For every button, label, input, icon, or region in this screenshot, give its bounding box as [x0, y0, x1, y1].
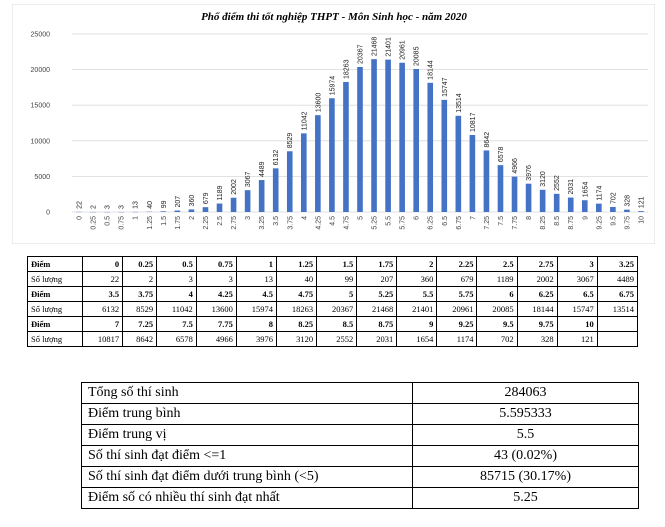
table-cell: 4	[157, 287, 197, 302]
x-tick-label: 4.75	[343, 216, 351, 230]
row-label: Số lượng	[28, 332, 83, 347]
data-label: 11042	[301, 111, 309, 131]
x-tick-label: 8	[526, 216, 534, 220]
stat-row	[82, 488, 639, 509]
table-cell	[597, 332, 637, 347]
table-cell: 6	[477, 287, 517, 302]
bar	[175, 211, 181, 212]
data-label: 6132	[273, 149, 281, 166]
x-tick-label: 4.5	[329, 216, 337, 226]
data-label: 18263	[343, 59, 351, 79]
table-cell: 15974	[236, 302, 276, 317]
table-cell: 8.75	[357, 317, 397, 332]
x-tick-label: 9	[582, 216, 590, 220]
x-tick-label: 0	[76, 216, 84, 220]
data-label: 1189	[217, 185, 225, 201]
table-cell: 1.5	[317, 257, 357, 272]
x-tick-label: 5.5	[385, 216, 393, 226]
bar	[203, 207, 209, 212]
x-tick-label: 5	[357, 216, 365, 220]
x-tick-label: 8.25	[540, 216, 548, 230]
table-cell: 2.25	[437, 257, 477, 272]
table-cell: 3.5	[83, 287, 123, 302]
data-label: 3	[104, 205, 112, 209]
data-label: 8529	[287, 132, 295, 149]
stat-label: Điểm trung bình	[82, 404, 413, 425]
x-tick-label: 1	[132, 216, 140, 220]
data-label: 10817	[469, 112, 477, 132]
bar	[596, 204, 602, 212]
row-label: Điểm	[28, 257, 83, 272]
x-tick-label: 9.75	[624, 216, 632, 230]
x-tick-label: 2.5	[217, 216, 225, 226]
table-cell: 3067	[557, 272, 597, 287]
table-cell: 10817	[83, 332, 123, 347]
data-label: 2552	[554, 175, 562, 191]
data-label: 702	[610, 192, 618, 205]
count-row	[28, 302, 638, 317]
data-label: 18144	[427, 60, 435, 80]
table-cell: 99	[317, 272, 357, 287]
table-cell: 20961	[437, 302, 477, 317]
data-label: 15974	[329, 75, 337, 96]
table-cell: 0.75	[196, 257, 236, 272]
table-cell: 21468	[357, 302, 397, 317]
table-cell: 5.25	[357, 287, 397, 302]
table-cell: 7.5	[157, 317, 197, 332]
table-cell: 13514	[597, 302, 637, 317]
table-cell: 0.25	[123, 257, 157, 272]
table-cell: 2.5	[477, 257, 517, 272]
bar	[427, 83, 433, 212]
table-cell: 4.5	[236, 287, 276, 302]
table-cell: 9.75	[517, 317, 557, 332]
stat-label: Tổng số thí sinh	[82, 383, 413, 404]
table-cell: 13600	[196, 302, 236, 317]
table-cell: 1	[236, 257, 276, 272]
data-label: 40	[146, 200, 154, 209]
table-cell: 2552	[317, 332, 357, 347]
data-label: 3976	[526, 165, 534, 181]
bar	[217, 204, 223, 212]
x-tick-label: 1.75	[174, 216, 182, 230]
x-tick-label: 0.5	[104, 216, 112, 226]
bar	[357, 67, 363, 212]
bar	[470, 135, 476, 212]
data-label: 2	[90, 205, 98, 209]
table-cell: 0.5	[157, 257, 197, 272]
bar	[441, 100, 447, 212]
bar	[343, 82, 349, 212]
table-cell: 11042	[157, 302, 197, 317]
table-cell: 121	[557, 332, 597, 347]
table-cell: 15747	[557, 302, 597, 317]
x-tick-label: 1.5	[160, 216, 168, 226]
table-cell: 2.75	[517, 257, 557, 272]
table-cell: 8.25	[277, 317, 317, 332]
bar	[231, 198, 237, 212]
table-cell	[597, 317, 637, 332]
data-label: 2031	[568, 178, 576, 195]
x-tick-label: 2	[188, 216, 196, 220]
x-tick-label: 4.25	[315, 216, 323, 230]
x-tick-label: 10	[638, 216, 646, 224]
stat-value: 5.5	[413, 425, 639, 446]
y-tick-label: 25000	[30, 31, 50, 39]
count-row	[28, 272, 638, 287]
bar	[259, 180, 265, 212]
table-cell: 1.75	[357, 257, 397, 272]
data-label: 4966	[512, 158, 520, 174]
table-cell: 2031	[357, 332, 397, 347]
y-tick-label: 10000	[30, 138, 50, 146]
bar	[554, 194, 560, 212]
data-label: 13514	[455, 93, 463, 113]
row-label: Số lượng	[28, 272, 83, 287]
x-tick-label: 8.5	[554, 216, 562, 226]
table-cell: 4.75	[277, 287, 317, 302]
bar	[371, 59, 377, 212]
score-distribution-chart	[12, 4, 655, 244]
table-cell: 1.25	[277, 257, 317, 272]
data-label: 3067	[245, 171, 253, 188]
table-cell: 2002	[517, 272, 557, 287]
data-label: 20961	[399, 40, 407, 60]
stat-row	[82, 404, 639, 425]
score-row	[28, 257, 638, 272]
chart-svg	[12, 4, 655, 244]
table-cell: 360	[397, 272, 437, 287]
score-row	[28, 287, 638, 302]
x-tick-label: 7.25	[483, 216, 491, 230]
bar	[161, 211, 167, 212]
data-label: 99	[160, 200, 168, 209]
bar	[385, 60, 391, 212]
data-label: 21468	[371, 36, 379, 57]
x-tick-label: 4	[301, 216, 309, 220]
table-cell: 22	[83, 272, 123, 287]
x-tick-label: 5.25	[371, 216, 379, 230]
data-label: 1174	[596, 185, 604, 201]
data-label: 20085	[413, 46, 421, 66]
stat-row	[82, 446, 639, 467]
bar	[245, 190, 251, 212]
stat-value: 5.25	[413, 488, 639, 509]
x-tick-label: 3.25	[259, 216, 267, 230]
stat-label: Số thí sinh đạt điểm <=1	[82, 446, 413, 467]
bar	[484, 150, 490, 212]
table-cell: 20367	[317, 302, 357, 317]
stat-value: 85715 (30.17%)	[413, 467, 639, 488]
data-label: 360	[188, 194, 196, 207]
table-cell: 7.25	[123, 317, 157, 332]
x-tick-label: 9.25	[596, 216, 604, 230]
table-cell: 1189	[477, 272, 517, 287]
bar	[526, 184, 532, 212]
y-tick-label: 0	[46, 209, 50, 217]
data-label: 3120	[540, 171, 548, 187]
bar	[301, 133, 307, 212]
x-tick-label: 1.25	[146, 216, 154, 230]
bar	[498, 165, 504, 212]
data-label: 207	[174, 195, 182, 208]
x-tick-label: 2.75	[231, 216, 239, 230]
table-cell: 5	[317, 287, 357, 302]
data-label: 13600	[315, 92, 323, 113]
x-tick-label: 0.75	[118, 216, 126, 230]
data-label: 4489	[259, 161, 267, 178]
bar	[189, 209, 195, 212]
table-cell: 3120	[277, 332, 317, 347]
table-cell: 13	[236, 272, 276, 287]
x-tick-label: 0.25	[90, 216, 98, 230]
table-cell: 3.75	[123, 287, 157, 302]
bar	[638, 211, 644, 212]
data-label: 13	[132, 201, 140, 209]
table-cell: 9	[397, 317, 437, 332]
table-cell: 4966	[196, 332, 236, 347]
stat-row	[82, 467, 639, 488]
stat-row	[82, 383, 639, 404]
bar	[512, 177, 518, 212]
table-cell: 3.25	[597, 257, 637, 272]
table-cell: 9.5	[477, 317, 517, 332]
data-label: 21401	[385, 37, 393, 57]
stat-value: 43 (0.02%)	[413, 446, 639, 467]
row-label: Điểm	[28, 317, 83, 332]
frequency-table	[27, 256, 638, 347]
table-cell: 18144	[517, 302, 557, 317]
x-tick-label: 6.75	[455, 216, 463, 230]
data-label: 328	[624, 194, 632, 207]
table-cell: 6.5	[557, 287, 597, 302]
stat-value: 5.595333	[413, 404, 639, 425]
summary-table	[81, 382, 639, 509]
score-row	[28, 317, 638, 332]
table-cell: 18263	[277, 302, 317, 317]
x-tick-label: 6	[413, 216, 421, 220]
table-cell: 5.75	[437, 287, 477, 302]
table-cell: 8642	[123, 332, 157, 347]
table-cell: 328	[517, 332, 557, 347]
x-tick-label: 7	[469, 216, 477, 220]
table-cell: 6578	[157, 332, 197, 347]
table-cell: 702	[477, 332, 517, 347]
data-label: 8642	[483, 131, 491, 148]
data-label: 121	[638, 196, 646, 209]
bar	[287, 151, 293, 212]
stat-label: Điểm trung vị	[82, 425, 413, 446]
y-tick-label: 15000	[30, 102, 50, 110]
bar	[456, 116, 462, 212]
data-label: 20367	[357, 44, 365, 64]
y-tick-label: 5000	[34, 173, 50, 181]
bar	[273, 168, 279, 212]
table-cell: 3	[196, 272, 236, 287]
table-cell: 8	[236, 317, 276, 332]
table-cell: 6132	[83, 302, 123, 317]
table-cell: 7	[83, 317, 123, 332]
x-tick-label: 3	[245, 216, 253, 220]
stat-value: 284063	[413, 383, 639, 404]
x-tick-label: 6.5	[441, 216, 449, 226]
x-tick-label: 9.5	[610, 216, 618, 226]
table-cell: 2	[123, 272, 157, 287]
bar	[329, 98, 335, 212]
row-label: Điểm	[28, 287, 83, 302]
bar	[413, 69, 419, 212]
x-tick-label: 2.25	[202, 216, 210, 230]
bar	[540, 190, 546, 212]
data-label: 22	[76, 201, 84, 209]
x-tick-label: 3.5	[273, 216, 281, 226]
bar	[624, 210, 630, 212]
x-tick-label: 7.5	[497, 216, 505, 226]
data-label: 15747	[441, 77, 449, 97]
table-cell: 8.5	[317, 317, 357, 332]
table-cell: 3	[157, 272, 197, 287]
table-cell: 6.25	[517, 287, 557, 302]
table-cell: 1174	[437, 332, 477, 347]
bar	[315, 115, 321, 212]
data-label: 6578	[497, 146, 505, 163]
x-tick-label: 6.25	[427, 216, 435, 230]
table-cell: 2	[397, 257, 437, 272]
table-cell: 3976	[236, 332, 276, 347]
y-tick-label: 20000	[30, 67, 50, 75]
stat-label: Số thí sinh đạt điểm dưới trung bình (<5)	[82, 467, 413, 488]
row-label: Số lượng	[28, 302, 83, 317]
bar	[568, 198, 574, 212]
table-cell: 5.5	[397, 287, 437, 302]
count-row	[28, 332, 638, 347]
data-label: 679	[202, 192, 210, 205]
x-tick-label: 7.75	[512, 216, 520, 230]
table-cell: 679	[437, 272, 477, 287]
data-label: 1654	[582, 181, 590, 198]
bar	[399, 63, 405, 212]
x-tick-label: 5.75	[399, 216, 407, 230]
stat-label: Điểm số có nhiều thí sinh đạt nhất	[82, 488, 413, 509]
data-label: 3	[118, 205, 126, 209]
table-cell: 0	[83, 257, 123, 272]
data-label: 2002	[231, 179, 239, 195]
table-cell: 7.75	[196, 317, 236, 332]
table-cell: 1654	[397, 332, 437, 347]
x-tick-label: 3.75	[287, 216, 295, 230]
table-cell: 207	[357, 272, 397, 287]
table-cell: 20085	[477, 302, 517, 317]
table-cell: 8529	[123, 302, 157, 317]
table-cell: 9.25	[437, 317, 477, 332]
x-tick-label: 8.75	[568, 216, 576, 230]
chart-title: Phổ điểm thi tốt nghiệp THPT - Môn Sinh học - năm 2020	[201, 11, 467, 23]
table-cell: 6.75	[597, 287, 637, 302]
bar	[582, 200, 588, 212]
stat-row	[82, 425, 639, 446]
table-cell: 21401	[397, 302, 437, 317]
table-cell: 40	[277, 272, 317, 287]
table-cell: 4489	[597, 272, 637, 287]
table-cell: 4.25	[196, 287, 236, 302]
bar	[610, 207, 616, 212]
table-cell: 3	[557, 257, 597, 272]
table-cell: 10	[557, 317, 597, 332]
